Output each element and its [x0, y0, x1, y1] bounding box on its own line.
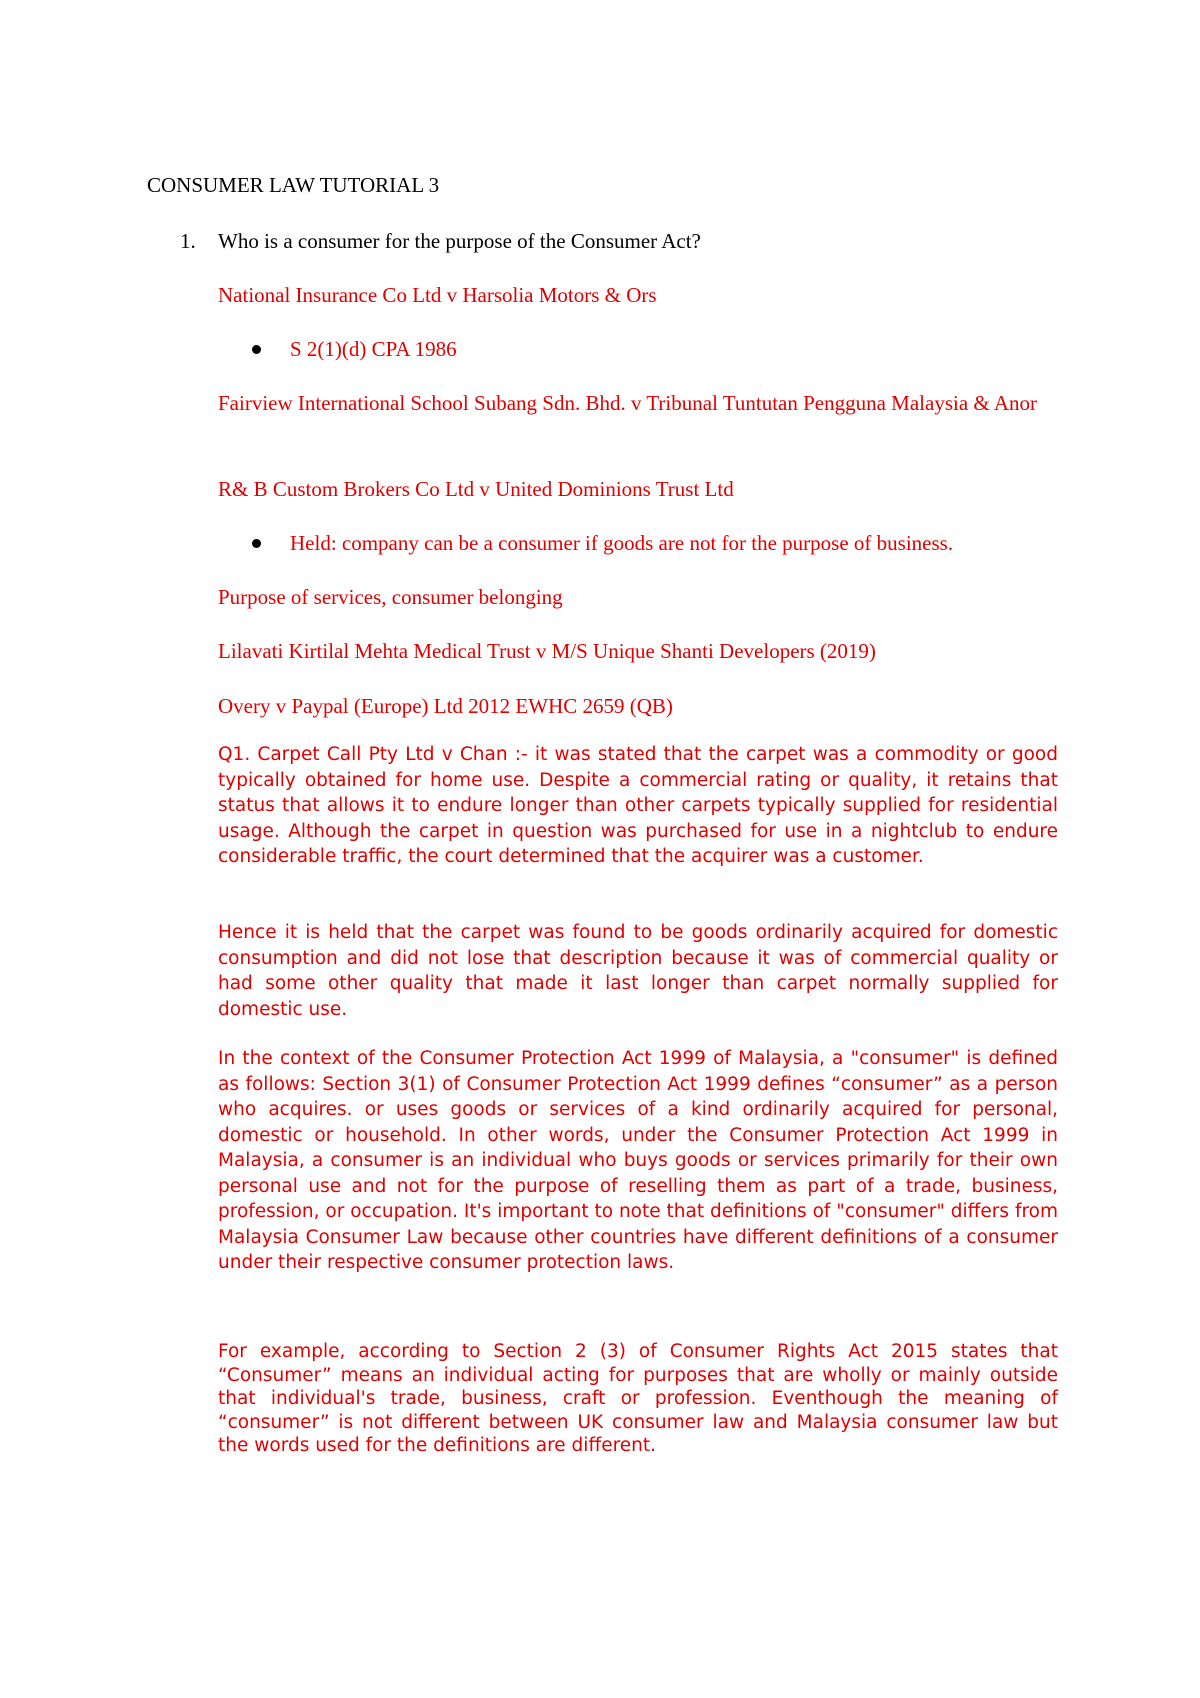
case-citation: Lilavati Kirtilal Mehta Medical Trust v M/S Unique Shanti Developers (2019) [218, 639, 876, 663]
bullet-text: S 2(1)(d) CPA 1986 [290, 337, 457, 361]
answer-paragraph: Q1. Carpet Call Pty Ltd v Chan :- it was stated that the carpet was a commodity or good typically obtained for home use. Despite a commercial rating or quality, it retains that status that allows it to endure longer than other carpets typically supplied for residential usage. Although the carpet in question was purchased for use in a nightclub to endure considerable traffic, the court determined that the acquirer was a customer. [218, 744, 1058, 867]
question-number: 1. [180, 229, 196, 253]
bullet-text: Held: company can be a consumer if goods are not for the purpose of business. [290, 531, 954, 555]
question-1 [180, 226, 1080, 257]
bullet-icon [252, 539, 261, 548]
document-title: CONSUMER LAW TUTORIAL 3 [147, 173, 440, 197]
case-citation: Overy v Paypal (Europe) Ltd 2012 EWHC 2659 (QB) [218, 694, 673, 718]
bullet-icon [252, 345, 261, 354]
answer-paragraph: For example, according to Section 2 (3) of Consumer Rights Act 2015 states that “Consumer” means an individual acting for purposes that are wholly or mainly outside that individual's trade, business, craft or profession. Eventhough the meaning of “consumer” is not different between UK consumer law and Malaysia consumer law but the words used for the definitions are different. [218, 1341, 1058, 1456]
question-text: Who is a consumer for the purpose of the Consumer Act? [218, 229, 701, 253]
case-citation: R& B Custom Brokers Co Ltd v United Dominions Trust Ltd [218, 477, 734, 501]
bullet-item [252, 528, 1072, 559]
case-citation: Fairview International School Subang Sdn. Bhd. v Tribunal Tuntutan Pengguna Malaysia & Anor [218, 391, 1037, 415]
case-citation: National Insurance Co Ltd v Harsolia Motors & Ors [218, 283, 657, 307]
section-note: Purpose of services, consumer belonging [218, 585, 563, 609]
answer-paragraph: Hence it is held that the carpet was found to be goods ordinarily acquired for domestic consumption and did not lose that description because it was of commercial quality or had some other quality that made it last longer than carpet normally supplied for domestic use. [218, 922, 1058, 1020]
bullet-item [252, 334, 1072, 365]
answer-paragraph: In the context of the Consumer Protection Act 1999 of Malaysia, a "consumer" is defined as follows: Section 3(1) of Consumer Protection Act 1999 defines “consumer” as a person who acquires. or uses goods or services of a kind ordinarily acquired for personal, domestic or household. In other words, under the Consumer Protection Act 1999 in Malaysia, a consumer is an individual who buys goods or services primarily for their own personal use and not for the purpose of reselling them as part of a trade, business, profession, or occupation. It's important to note that definitions of "consumer" differs from Malaysia Consumer Law because other countries have different definitions of a consumer under their respective consumer protection laws. [218, 1048, 1058, 1273]
